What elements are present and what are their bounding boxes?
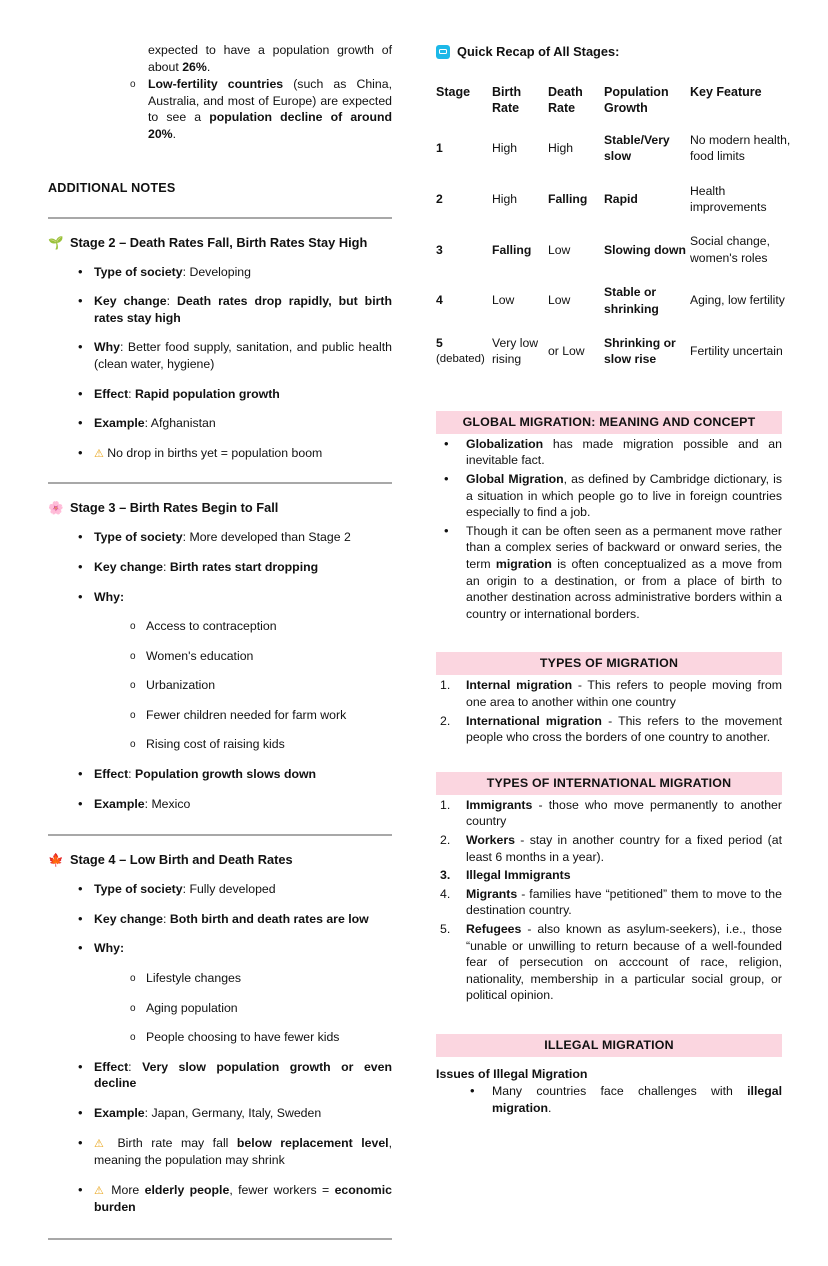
list-item — [436, 867, 782, 884]
item-bold: International migration — [466, 713, 602, 728]
list-item — [48, 881, 392, 898]
cell-death: Low — [548, 293, 571, 308]
bullet-bold-mid: migration — [495, 557, 552, 572]
item-text: - This refers to people moving from one area to another within one country — [466, 678, 782, 709]
stage-3-heading — [48, 500, 392, 516]
list-item — [48, 559, 392, 576]
band-types-of-international-migration: TYPES OF INTERNATIONAL MIGRATION — [436, 772, 782, 795]
carryover-line-1 — [48, 42, 392, 75]
list-item: o Fewer children needed for farm work — [48, 707, 392, 724]
carryover-sublist — [48, 76, 392, 142]
item-label: Why — [94, 941, 120, 956]
bullet-text-after: is often conceptualized as a move from an origin to a destination, or from a place of birth to another destination across administrative borders within a country or international borders. — [466, 557, 782, 621]
seedling-icon: 🌱 — [48, 235, 64, 250]
item-tail: , but birth rates stay high — [94, 294, 393, 325]
list-item — [48, 911, 392, 928]
types-of-international-migration-list — [436, 797, 782, 1004]
bullet-bold: illegal migration — [492, 1083, 782, 1115]
table-body — [436, 123, 802, 377]
list-item — [48, 1105, 392, 1122]
item-label: Effect — [94, 767, 129, 782]
col-header-stage: Stage — [436, 85, 471, 99]
list-item: o People choosing to have fewer kids — [48, 1029, 392, 1046]
stage-2-heading — [48, 235, 392, 251]
band-types-of-migration: TYPES OF MIGRATION — [436, 652, 782, 675]
carryover-text-pre: expected to have a population growth of about — [148, 43, 392, 74]
maple-leaf-icon: 🍁 — [48, 853, 64, 868]
list-item — [48, 940, 392, 957]
warning-icon: ⚠ — [94, 447, 104, 460]
warn-post: , meaning the population may shrink — [94, 1135, 392, 1168]
stage-3-title: Stage 3 – Birth Rates Begin to Fall — [70, 500, 279, 516]
item-number: 4. — [440, 886, 451, 901]
item-bold: Immigrants — [466, 797, 533, 812]
item-label: Example — [94, 416, 145, 431]
warn-bold: elderly people — [144, 1182, 230, 1197]
stage-3-why-sublist — [48, 618, 392, 753]
item-value: Very slow population growth or even decline — [94, 1059, 392, 1091]
carryover-pct: 26% — [182, 59, 207, 74]
warn-pre: Birth rate may fall — [117, 1135, 237, 1150]
list-item: o Women's education — [48, 648, 392, 665]
item-number: 3. — [440, 868, 451, 883]
low-fertility-decline: population decline of around 20% — [148, 110, 392, 141]
illegal-migration-subheading: Issues of Illegal Migration — [436, 1066, 588, 1081]
table-header-row — [436, 75, 802, 123]
item-number: 2. — [440, 832, 451, 847]
list-item: o Rising cost of raising kids — [48, 736, 392, 753]
low-fertility-mid: (such as China, Australia, and most of Europe) are expected to see a — [148, 77, 392, 125]
item-label: Type of society — [94, 882, 183, 897]
list-item — [48, 264, 392, 281]
item-bold: Internal migration — [466, 678, 573, 693]
item-sep: : — [119, 340, 128, 355]
list-item — [436, 523, 782, 623]
cell-population: Stable/Very slow — [604, 132, 670, 164]
item-text: - This refers to the movement people who cross the borders of one country to another. — [466, 713, 782, 745]
bullet-post: . — [548, 1100, 552, 1115]
low-fertility-label: Low-fertility countries — [148, 77, 284, 92]
carryover-text-post: . — [206, 59, 211, 74]
bullet-bold: Globalization — [466, 436, 544, 451]
cell-key-feature: Social change, women's roles — [690, 234, 770, 265]
divider — [48, 834, 392, 836]
item-label: Key change — [94, 294, 167, 309]
page-title: ADDITIONAL NOTES — [48, 180, 176, 195]
quick-recap-heading — [436, 44, 782, 59]
item-label: Key change — [94, 911, 164, 926]
item-sep: : — [144, 416, 151, 431]
cell-stage — [436, 326, 492, 377]
list-item — [48, 1059, 392, 1092]
cell-death: or Low — [548, 344, 585, 359]
item-sep: : — [128, 767, 136, 782]
item-sep: : — [144, 796, 152, 811]
item-label: Type of society — [94, 264, 183, 279]
cherry-blossom-icon: 🌸 — [48, 501, 64, 516]
item-value: Rapid population growth — [135, 386, 280, 401]
cell-stage: 4 — [436, 293, 443, 308]
list-item — [436, 471, 782, 521]
item-label: Example — [94, 796, 145, 811]
bullet-text: Though it can be often seen as a permanent move rather than a complex series of backward or onward series, the term — [466, 523, 782, 572]
left-column — [48, 0, 392, 1240]
list-item — [48, 386, 392, 403]
divider — [48, 1238, 392, 1240]
cell-population: Shrinking or slow rise — [604, 336, 676, 367]
cell-key-feature: Health improvements — [690, 183, 767, 215]
band-illegal-migration: ILLEGAL MIGRATION — [436, 1034, 782, 1057]
item-sep: : — [182, 882, 190, 897]
divider — [48, 482, 392, 484]
list-item — [436, 436, 782, 469]
types-of-migration-list — [436, 677, 782, 745]
item-label: Example — [94, 1106, 145, 1120]
table-row — [436, 174, 802, 225]
item-label: Why — [94, 589, 120, 604]
cell-stage: 3 — [436, 242, 443, 257]
stage-4-list — [48, 881, 392, 957]
recap-table — [436, 75, 802, 377]
item-value: Death rates drop rapidly — [176, 294, 329, 309]
global-migration-list — [436, 436, 782, 623]
item-bold: Workers — [466, 832, 515, 847]
item-bold: Refugees — [466, 921, 522, 936]
list-item — [48, 445, 392, 463]
item-sep: : — [119, 941, 125, 956]
list-item — [436, 886, 782, 919]
list-item: o Aging population — [48, 1000, 392, 1017]
list-item — [436, 797, 782, 830]
cell-stage: 2 — [436, 191, 443, 206]
cell-death: Low — [548, 242, 571, 257]
item-text: - stay in another country for a fixed period (at least 6 months in a year). — [466, 832, 782, 864]
bullet-bold: Global Migration — [466, 472, 564, 487]
cell-stage-note: (debated) — [436, 353, 485, 366]
item-value: Developing — [189, 264, 251, 279]
cell-death: High — [548, 141, 574, 156]
item-label: Effect — [94, 386, 129, 401]
item-bold: Migrants — [466, 886, 518, 901]
table-header — [436, 75, 802, 123]
list-item — [48, 766, 392, 783]
item-value: Fully developed — [189, 882, 276, 897]
stage-4-list-after — [48, 1059, 392, 1216]
item-sep: : — [144, 1106, 152, 1120]
stage-3-list-after — [48, 766, 392, 812]
warn-bold-2: economic burden — [94, 1182, 392, 1215]
table-row — [436, 275, 802, 326]
table-row — [436, 224, 802, 275]
cell-birth: Low — [492, 293, 515, 308]
warning-icon: ⚠ — [94, 1184, 106, 1197]
stage-4-title: Stage 4 – Low Birth and Death Rates — [70, 852, 293, 868]
item-value: Afghanistan — [150, 416, 216, 431]
list-item — [48, 1135, 392, 1169]
list-item: o Lifestyle changes — [48, 970, 392, 987]
item-label: Type of society — [94, 530, 183, 545]
item-value: Population growth slows down — [135, 767, 317, 782]
cell-death: Falling — [548, 191, 588, 206]
item-value: Birth rates start dropping — [169, 559, 319, 574]
stage-2-title: Stage 2 – Death Rates Fall, Birth Rates Stay High — [70, 234, 368, 250]
item-value: Better food supply, sanitation, and public health (clean water, hygiene) — [94, 340, 392, 371]
item-number: 1. — [440, 797, 451, 812]
list-item — [436, 677, 782, 710]
item-sep: : — [182, 264, 190, 279]
list-item — [436, 921, 782, 1004]
list-item — [48, 529, 392, 546]
bullet-text: , as defined by Cambridge dictionary, is a situation in which people go to live in foreign countries especially to find a job. — [466, 472, 782, 520]
list-item — [48, 293, 392, 326]
bullet-pre: Many countries face challenges with — [492, 1083, 748, 1098]
stage-4-why-sublist — [48, 970, 392, 1046]
cell-population: Slowing down — [604, 242, 686, 257]
item-bold: Illegal Immigrants — [466, 868, 571, 883]
warn-post: , fewer workers = — [229, 1182, 335, 1197]
list-item — [436, 713, 782, 746]
stage-3-list — [48, 529, 392, 605]
item-text: - families have “petitioned” them to move to the destination country. — [466, 886, 782, 918]
item-number: 1. — [440, 678, 451, 693]
low-fertility-end: . — [172, 126, 177, 141]
bullet-text: has made migration possible and an inevitable fact. — [466, 436, 782, 468]
list-item — [48, 589, 392, 606]
item-sep: : — [119, 589, 125, 604]
item-value: Japan, Germany, Italy, Sweden — [151, 1106, 322, 1120]
list-item — [48, 415, 392, 432]
col-header-key-feature: Key Feature — [690, 85, 762, 99]
item-sep: : — [128, 386, 136, 401]
item-number: 5. — [440, 921, 451, 936]
item-label: Key change — [94, 559, 164, 574]
list-item — [436, 1083, 782, 1116]
item-sep: : — [166, 294, 177, 309]
warning-icon: ⚠ — [94, 1137, 109, 1150]
item-sep: : — [163, 911, 170, 926]
cell-key-feature: Fertility uncertain — [690, 344, 783, 359]
illegal-migration-list — [436, 1083, 782, 1116]
band-global-migration: GLOBAL MIGRATION: MEANING AND CONCEPT — [436, 411, 782, 434]
cell-birth: Falling — [492, 242, 532, 257]
warn-pre: More — [111, 1182, 145, 1197]
list-item — [48, 339, 392, 372]
recap-box-icon — [436, 45, 450, 59]
cell-key-feature: Aging, low fertility — [690, 293, 785, 308]
item-value: Both birth and death rates are low — [169, 911, 369, 926]
cell-birth: High — [492, 191, 518, 206]
right-column — [436, 0, 791, 1116]
list-item — [436, 832, 782, 865]
item-value: No drop in births yet = population boom — [107, 445, 323, 460]
col-header-death-rate: Death Rate — [548, 85, 583, 116]
item-sep: : — [182, 530, 190, 545]
item-value: More developed than Stage 2 — [189, 530, 351, 545]
cell-birth: High — [492, 141, 518, 156]
list-item — [48, 796, 392, 813]
table-row — [436, 123, 802, 174]
table-row — [436, 326, 802, 377]
list-item — [48, 1182, 392, 1216]
cell-stage-number: 5 — [436, 336, 443, 351]
warn-bold: below replacement level — [236, 1135, 389, 1150]
stage-4-heading — [48, 852, 392, 868]
cell-population: Rapid — [604, 191, 638, 206]
item-value: Mexico — [151, 796, 191, 811]
cell-stage: 1 — [436, 141, 443, 156]
carryover-block — [48, 42, 392, 143]
cell-key-feature: No modern health, food limits — [690, 132, 791, 164]
item-text: - also known as asylum-seekers), i.e., those “unable or unwilling to return because of a well-founded fear of persecution on acccount of race, religion, nationality, membership in a particular social group, or political opinion. — [466, 921, 782, 1003]
list-item: o Access to contraception — [48, 618, 392, 635]
col-header-population-growth: Population Growth — [604, 85, 669, 116]
item-label: Why — [94, 340, 120, 355]
item-label: Effect — [94, 1059, 129, 1074]
col-header-birth-rate: Birth Rate — [492, 85, 522, 116]
item-sep: : — [128, 1059, 143, 1074]
item-number: 2. — [440, 713, 451, 728]
list-item — [48, 76, 392, 142]
divider — [48, 217, 392, 219]
item-text: - those who move permanently to another country — [466, 797, 782, 829]
stage-2-list — [48, 264, 392, 463]
cell-population: Stable or shrinking — [604, 285, 659, 316]
cell-birth: Very low rising — [492, 336, 539, 367]
list-item: o Urbanization — [48, 677, 392, 694]
item-sep: : — [163, 559, 170, 574]
quick-recap-title: Quick Recap of All Stages: — [457, 44, 620, 59]
